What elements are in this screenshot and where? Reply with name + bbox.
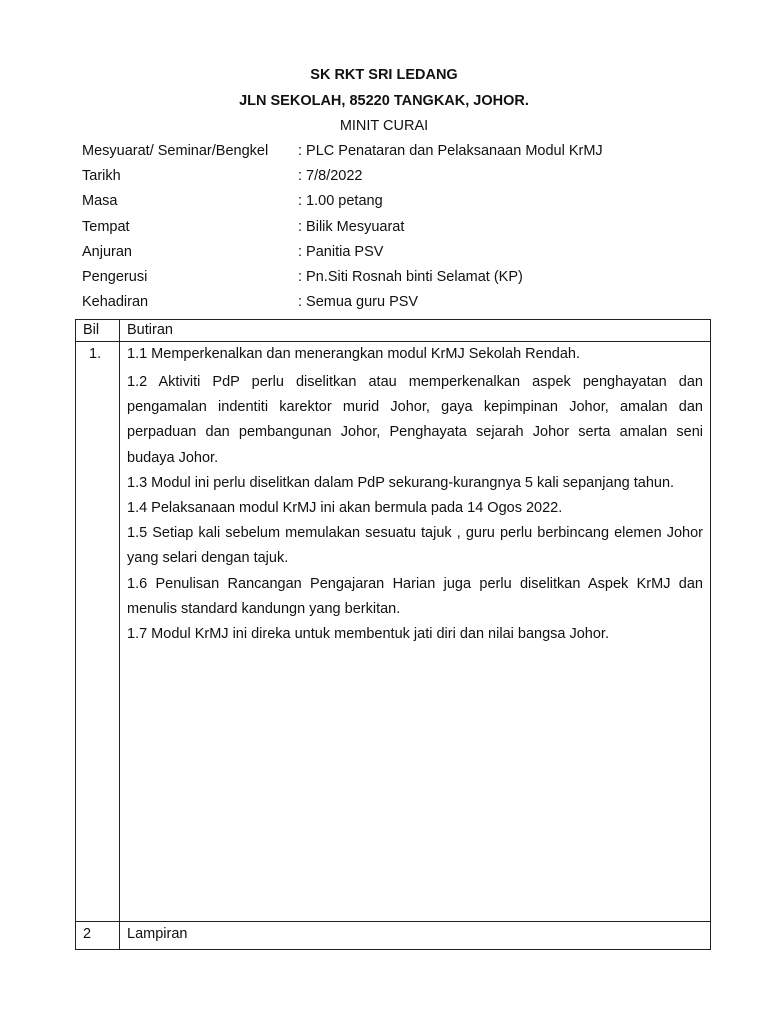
meta-row-venue bbox=[82, 217, 722, 242]
minute-point: 1.3 Modul ini perlu diselitkan dalam PdP sekurang-kurangnya 5 kali sepanjang tahun. bbox=[127, 474, 675, 491]
minute-point: 1.7 Modul KrMJ ini direka untuk membentuk jati diri dan nilai bangsa Johor. bbox=[127, 626, 609, 643]
meta-value: : Panitia PSV bbox=[298, 243, 384, 260]
item-number: 1. bbox=[89, 346, 102, 362]
meta-label: Mesyuarat/ Seminar/Bengkel bbox=[82, 143, 269, 159]
meta-value: : Bilik Mesyuarat bbox=[298, 218, 405, 235]
column-header-butiran: Butiran bbox=[127, 322, 173, 338]
minute-point: 1.6 Penulisan Rancangan Pengajaran Harian juga perlu diselitkan Aspek KrMJ dan menulis standard kandungn yang berkitan. bbox=[127, 575, 703, 617]
row-divider bbox=[76, 921, 710, 922]
meta-value: : 7/8/2022 bbox=[298, 168, 363, 185]
meta-value: : PLC Penataran dan Pelaksanaan Modul KrMJ bbox=[298, 143, 603, 159]
meta-label: Kehadiran bbox=[82, 294, 149, 311]
minute-point: 1.5 Setiap kali sebelum memulakan sesuatu tajuk , guru perlu berbincang elemen Johor yang selari dengan tajuk. bbox=[127, 525, 703, 567]
meta-label: Anjuran bbox=[82, 243, 132, 260]
school-name: SK RKT SRI LEDANG bbox=[310, 67, 458, 83]
meeting-details bbox=[82, 141, 722, 317]
school-address: JLN SEKOLAH, 85220 TANGKAK, JOHOR. bbox=[239, 93, 529, 109]
document-title: MINIT CURAI bbox=[339, 118, 429, 134]
minutes-table bbox=[75, 319, 711, 950]
meta-value: : Pn.Siti Rosnah binti Selamat (KP) bbox=[298, 268, 523, 285]
meta-label: Tarikh bbox=[82, 168, 121, 185]
meta-label: Tempat bbox=[82, 218, 130, 235]
minute-point: 1.1 Memperkenalkan dan menerangkan modul KrMJ Sekolah Rendah. bbox=[127, 346, 580, 362]
meta-value: : Semua guru PSV bbox=[298, 294, 419, 311]
column-header-bil: Bil bbox=[83, 322, 100, 338]
meta-label: Pengerusi bbox=[82, 268, 148, 285]
minute-point: 1.2 Aktiviti PdP perlu diselitkan atau memperkenalkan aspek penghayatan dan pengamalan indentiti karektor murid Johor, gaya kepimpinan Johor, amalan dan perpaduan dan pembangunan Johor, Penghayata sejarah Johor serta amalan seni budaya Johor. bbox=[127, 374, 703, 466]
meta-row-date bbox=[82, 166, 722, 191]
meta-row-meeting bbox=[82, 141, 722, 166]
meta-value: : 1.00 petang bbox=[298, 193, 383, 210]
minute-point: 1.4 Pelaksanaan modul KrMJ ini akan bermula pada 14 Ogos 2022. bbox=[127, 500, 563, 517]
item-points bbox=[127, 345, 703, 647]
meta-row-time bbox=[82, 191, 722, 216]
item-number: 2 bbox=[83, 926, 92, 942]
meta-row-organizer bbox=[82, 242, 722, 267]
row-divider bbox=[76, 341, 710, 342]
meta-row-chairperson bbox=[82, 267, 722, 292]
item-description: Lampiran bbox=[127, 926, 188, 942]
column-divider bbox=[119, 320, 120, 949]
meta-label: Masa bbox=[82, 193, 118, 210]
meta-row-attendance bbox=[82, 292, 722, 317]
